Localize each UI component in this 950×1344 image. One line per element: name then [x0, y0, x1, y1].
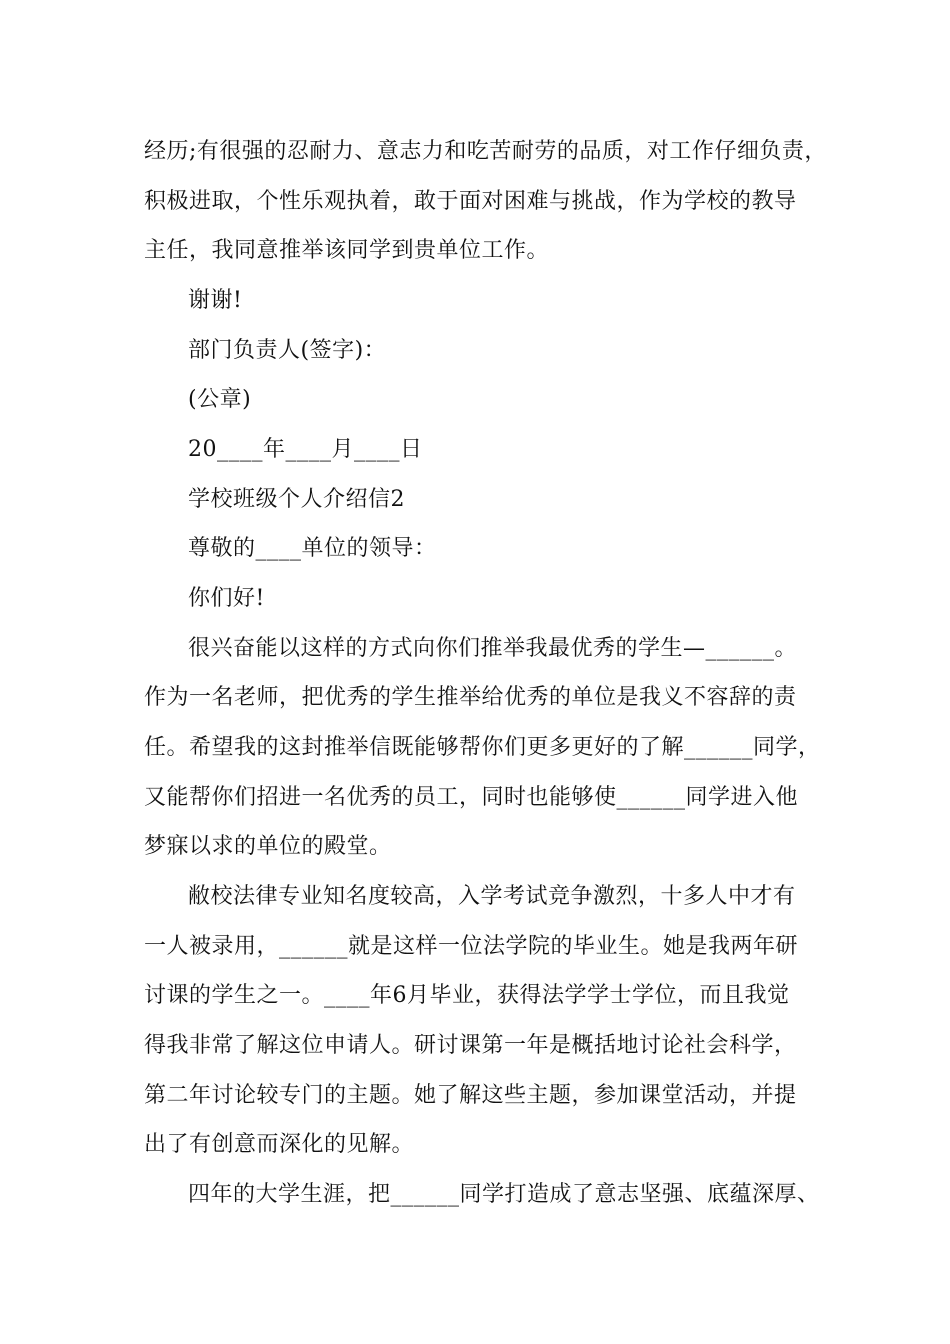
text-line: 第二年讨论较专门的主题。她了解这些主题，参加课堂活动，并提 [144, 1083, 797, 1108]
section-title: 学校班级个人介绍信2 [188, 487, 405, 512]
text-line: 作为一名老师，把优秀的学生推举给优秀的单位是我义不容辞的责 [144, 685, 797, 710]
text-line: 出了有创意而深化的见解。 [144, 1132, 415, 1157]
text-line: 讨课的学生之一。____年6月毕业，获得法学学士学位，而且我觉 [144, 983, 790, 1008]
text-line: 敝校法律专业知名度较高，入学考试竞争激烈，十多人中才有 [188, 884, 796, 909]
greeting: 你们好! [188, 586, 265, 611]
salutation: 尊敬的____单位的领导： [188, 536, 437, 561]
text-line: 一人被录用，______就是这样一位法学院的毕业生。她是我两年研 [144, 934, 799, 959]
text-line: 得我非常了解这位申请人。研讨课第一年是概括地讨论社会科学， [144, 1033, 797, 1058]
text-line: 很兴奋能以这样的方式向你们推举我最优秀的学生—______。 [188, 636, 798, 661]
text-line: 主任，我同意推举该同学到贵单位工作。 [144, 238, 550, 263]
text-line: 谢谢! [188, 288, 243, 313]
text-line: 部门负责人(签字)： [188, 338, 387, 363]
text-line: 四年的大学生涯，把______同学打造成了意志坚强、底蕴深厚、 [188, 1182, 820, 1207]
text-line: 积极进取，个性乐观执着，敢于面对困难与挑战，作为学校的教导 [144, 189, 797, 214]
text-line: 任。希望我的这封推举信既能够帮你们更多更好的了解______同学， [144, 735, 821, 760]
date-line: 20____年____月____日 [188, 437, 423, 462]
text-line: 梦寐以求的单位的殿堂。 [144, 834, 392, 859]
text-line: 又能帮你们招进一名优秀的员工，同时也能够使______同学进入他 [144, 785, 799, 810]
text-line: (公章) [188, 387, 252, 412]
text-line: 经历;有很强的忍耐力、意志力和吃苦耐劳的品质，对工作仔细负责， [144, 139, 827, 164]
